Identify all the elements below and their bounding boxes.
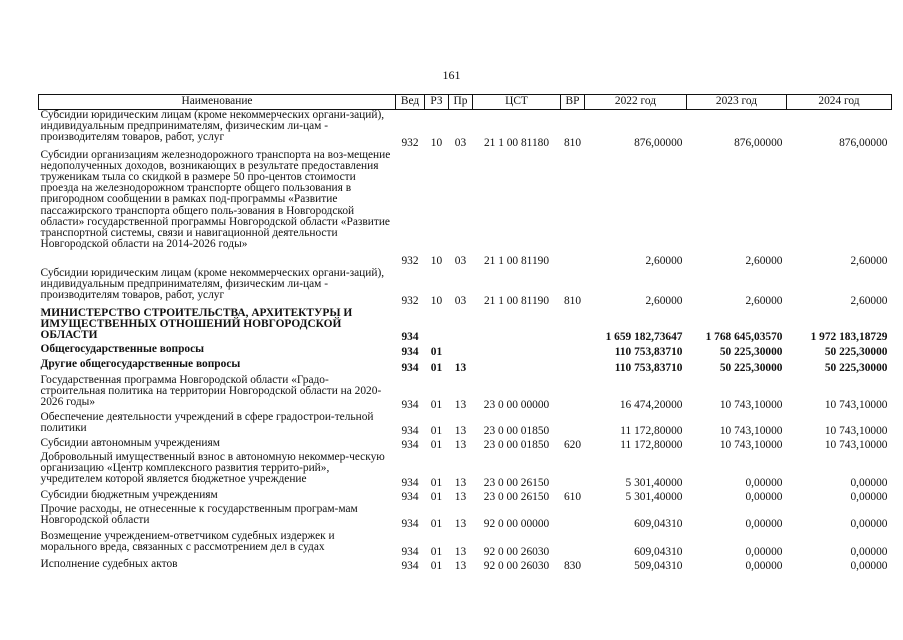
row-2023: 10 743,10000 xyxy=(719,399,783,412)
row-cst: 23 0 00 26150 xyxy=(483,477,550,490)
row-name: Общегосударственные вопросы xyxy=(40,342,205,355)
row-vr: 610 xyxy=(563,491,582,504)
row-2024: 1 972 183,18729 xyxy=(810,331,888,344)
row-2023: 0,00000 xyxy=(745,560,783,573)
row-vr xyxy=(561,344,585,359)
row-ved: 934 xyxy=(401,425,419,438)
row-name: Возмещение учреждением-ответчиком судебных издержек и морального вреда, связанных с рассмотрением дел в судах xyxy=(40,529,335,553)
row-cst: 23 0 00 26150 xyxy=(483,491,550,504)
row-cst: 21 1 00 81190 xyxy=(483,255,550,268)
table-row xyxy=(39,490,892,504)
row-2022: 1 659 182,73647 xyxy=(605,331,683,344)
row-cst xyxy=(473,308,561,344)
row-name: Добровольный имущественный взнос в автономную некоммер-ческую организацию «Центр комплексного развития террито-рий», учредителем которой является бюджетное учреждение xyxy=(40,450,385,485)
row-ved: 934 xyxy=(401,346,419,359)
row-rz: 01 xyxy=(430,346,443,359)
row-2024: 876,00000 xyxy=(839,137,888,150)
page-number: 161 xyxy=(442,68,461,82)
row-pr: 03 xyxy=(454,255,467,268)
row-2024: 0,00000 xyxy=(850,518,888,531)
row-2022: 5 301,40000 xyxy=(625,477,683,490)
row-name: Субсидии автономным учреждениям xyxy=(40,436,220,449)
col-header-rz: РЗ xyxy=(425,95,449,110)
row-vr xyxy=(561,531,585,559)
table-row xyxy=(39,559,892,573)
row-rz: 01 xyxy=(430,560,443,573)
table-row xyxy=(39,359,892,375)
row-2022: 11 172,80000 xyxy=(620,439,683,452)
row-vr xyxy=(561,412,585,438)
col-header-2024: 2024 год xyxy=(787,95,892,110)
row-pr: 13 xyxy=(454,560,467,573)
row-2024: 2,60000 xyxy=(850,255,888,268)
row-2024: 50 225,30000 xyxy=(824,362,888,375)
row-2022: 876,00000 xyxy=(634,137,683,150)
row-rz: 10 xyxy=(430,295,443,308)
table-row xyxy=(39,412,892,438)
row-2023: 50 225,30000 xyxy=(719,362,783,375)
row-2023: 2,60000 xyxy=(745,295,783,308)
table-row xyxy=(39,110,892,150)
table-row xyxy=(39,375,892,412)
row-pr: 13 xyxy=(454,491,467,504)
budget-table xyxy=(38,94,892,573)
col-header-vr: ВР xyxy=(561,95,585,110)
row-rz: 01 xyxy=(430,477,443,490)
row-name: Обеспечение деятельности учреждений в сфере градострои-тельной политики xyxy=(40,410,374,434)
row-vr xyxy=(561,452,585,490)
row-rz: 01 xyxy=(430,439,443,452)
row-name: Субсидии бюджетным учреждениям xyxy=(40,488,218,501)
row-2022: 110 753,83710 xyxy=(614,346,683,359)
row-name: Исполнение судебных актов xyxy=(40,557,178,570)
row-2023: 0,00000 xyxy=(745,491,783,504)
row-pr: 03 xyxy=(454,137,467,150)
col-header-cst: ЦСТ xyxy=(473,95,561,110)
row-name: Субсидии организациям железнодорожного транспорта на воз-мещение недополученных доходов, возникающих в результате предоставления труженикам тыла со скидкой в размере 50 про-центов стоимости проезда на железнодорожном транспорте общего пользования в пригородном сообщении в рамках под-программы «Развитие пассажирского транспорта общего поль-зования в Новгородской области» государственной программы Новгородской области «Развитие транспортной системы, связи и навигационной деятельности Новгородской области на 2014-2026 годы» xyxy=(40,148,391,251)
row-2024: 0,00000 xyxy=(850,546,888,559)
col-header-2022: 2022 год xyxy=(585,95,687,110)
row-2022: 609,04310 xyxy=(634,546,683,559)
row-vr xyxy=(561,504,585,531)
row-rz: 01 xyxy=(430,425,443,438)
row-vr: 830 xyxy=(563,560,582,573)
row-cst xyxy=(473,344,561,359)
table-row xyxy=(39,308,892,344)
row-2023: 0,00000 xyxy=(745,477,783,490)
row-2023: 2,60000 xyxy=(745,255,783,268)
row-rz: 01 xyxy=(430,491,443,504)
row-rz: 01 xyxy=(430,399,443,412)
row-vr xyxy=(561,375,585,412)
row-2022: 2,60000 xyxy=(645,255,683,268)
table-row xyxy=(39,344,892,359)
row-cst: 92 0 00 26030 xyxy=(483,560,550,573)
row-pr: 13 xyxy=(454,439,467,452)
row-cst: 21 1 00 81190 xyxy=(483,295,550,308)
table-row xyxy=(39,438,892,452)
col-header-pr: Пр xyxy=(449,95,473,110)
row-cst: 23 0 00 01850 xyxy=(483,425,550,438)
row-ved: 934 xyxy=(401,399,419,412)
row-pr xyxy=(449,308,473,344)
row-name: Прочие расходы, не отнесенные к государственным програм-мам Новгородской области xyxy=(40,502,358,526)
row-rz: 01 xyxy=(430,546,443,559)
row-vr xyxy=(561,359,585,375)
row-pr: 13 xyxy=(454,425,467,438)
row-2023: 0,00000 xyxy=(745,518,783,531)
table-row xyxy=(39,268,892,308)
row-name: Другие общегосударственные вопросы xyxy=(40,357,241,370)
col-header-2023: 2023 год xyxy=(687,95,787,110)
row-cst: 92 0 00 26030 xyxy=(483,546,550,559)
row-2022: 16 474,20000 xyxy=(619,399,683,412)
row-pr: 13 xyxy=(454,399,467,412)
row-ved: 934 xyxy=(401,439,419,452)
row-ved: 934 xyxy=(401,477,419,490)
col-header-name: Наименование xyxy=(39,95,396,110)
row-cst: 92 0 00 00000 xyxy=(483,518,550,531)
row-rz: 10 xyxy=(430,137,443,150)
row-2022: 2,60000 xyxy=(645,295,683,308)
row-2022: 5 301,40000 xyxy=(625,491,683,504)
row-2022: 11 172,80000 xyxy=(620,425,683,438)
row-rz xyxy=(425,308,449,344)
row-2023: 1 768 645,03570 xyxy=(705,331,783,344)
table-row xyxy=(39,452,892,490)
row-vr: 810 xyxy=(563,137,582,150)
row-2023: 10 743,10000 xyxy=(719,439,783,452)
row-name: Государственная программа Новгородской области «Градо-строительная политика на территории Новгородской области на 2020-2026 годы» xyxy=(40,373,382,408)
row-cst xyxy=(473,359,561,375)
row-vr xyxy=(561,150,585,268)
row-2023: 50 225,30000 xyxy=(719,346,783,359)
row-2024: 10 743,10000 xyxy=(824,399,888,412)
row-2023: 0,00000 xyxy=(745,546,783,559)
row-2022: 609,04310 xyxy=(634,518,683,531)
row-ved: 932 xyxy=(401,137,419,150)
row-2022: 110 753,83710 xyxy=(614,362,683,375)
row-2024: 10 743,10000 xyxy=(824,425,888,438)
row-2024: 0,00000 xyxy=(850,477,888,490)
row-2024: 0,00000 xyxy=(850,560,888,573)
row-2024: 50 225,30000 xyxy=(824,346,888,359)
row-ved: 934 xyxy=(401,491,419,504)
row-pr: 13 xyxy=(454,546,467,559)
row-ved: 932 xyxy=(401,255,419,268)
table-row xyxy=(39,531,892,559)
row-rz: 10 xyxy=(430,255,443,268)
row-pr: 13 xyxy=(454,477,467,490)
row-cst: 21 1 00 81180 xyxy=(483,137,550,150)
row-2023: 876,00000 xyxy=(734,137,783,150)
row-ved: 934 xyxy=(401,331,419,344)
row-name: МИНИСТЕРСТВО СТРОИТЕЛЬСТВА, АРХИТЕКТУРЫ И ИМУЩЕСТВЕННЫХ ОТНОШЕНИЙ НОВГОРОДСКОЙ ОБЛАСТИ xyxy=(40,306,353,341)
row-ved: 932 xyxy=(401,295,419,308)
row-name: Субсидии юридическим лицам (кроме некоммерческих органи-заций), индивидуальным предпринимателям, физическим ли-цам - производителям товаров, работ, услуг xyxy=(40,109,385,144)
row-ved: 934 xyxy=(401,362,419,375)
row-pr: 03 xyxy=(454,295,467,308)
row-name: Субсидии юридическим лицам (кроме некоммерческих органи-заций), индивидуальным предпринимателям, физическим ли-цам - производителям товаров, работ, услуг xyxy=(40,266,385,301)
header-row xyxy=(39,95,892,110)
row-2024: 2,60000 xyxy=(850,295,888,308)
row-pr: 13 xyxy=(454,362,467,375)
row-cst: 23 0 00 00000 xyxy=(483,399,550,412)
table-row xyxy=(39,504,892,531)
row-cst: 23 0 00 01850 xyxy=(483,439,550,452)
row-pr: 13 xyxy=(454,518,467,531)
row-rz: 01 xyxy=(430,362,443,375)
row-vr: 620 xyxy=(563,439,582,452)
row-ved: 934 xyxy=(401,518,419,531)
row-rz: 01 xyxy=(430,518,443,531)
row-ved: 934 xyxy=(401,560,419,573)
row-vr: 810 xyxy=(563,295,582,308)
row-2023: 10 743,10000 xyxy=(719,425,783,438)
table-row xyxy=(39,150,892,268)
row-2024: 10 743,10000 xyxy=(824,439,888,452)
row-2024: 0,00000 xyxy=(850,491,888,504)
row-vr xyxy=(561,308,585,344)
col-header-ved: Вед xyxy=(396,95,425,110)
row-2022: 509,04310 xyxy=(634,560,683,573)
row-ved: 934 xyxy=(401,546,419,559)
row-pr xyxy=(449,344,473,359)
